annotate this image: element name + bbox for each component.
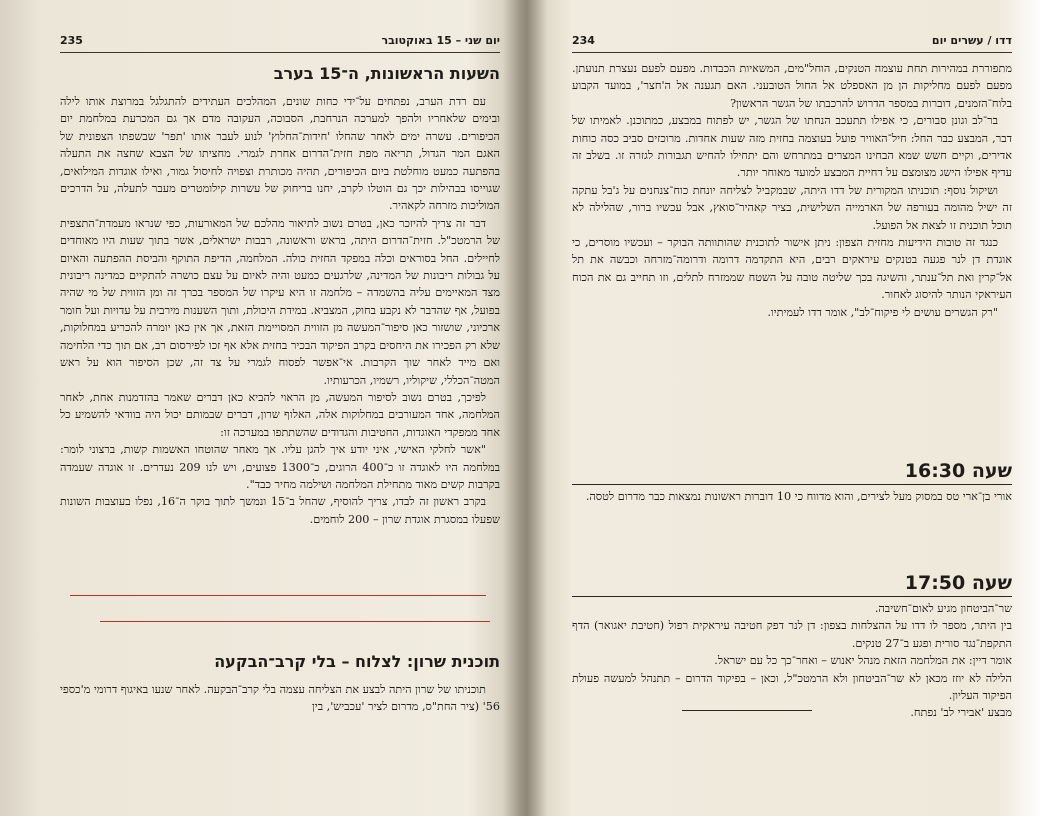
running-head-left <box>60 34 500 53</box>
divider <box>682 710 812 711</box>
page-235 <box>60 20 500 810</box>
running-head-right <box>572 34 1012 53</box>
hour-label: שעה <box>971 572 1012 594</box>
paragraph: בר־לב וגונן סבורים, כי אפילו תתעכב הנחתו של הגשר, יש לפתוח במבצע, כמתוכנן. לאמיתו של דבר, המבצע כבר החל: חיל־האוויר פועל בעוצמה בחזית מזה שעות אחדות. מרוכזים סביב כסה כוחות אדירים, וקיים חשש שמא הבחינו המצרים במתרחש והם יתחילו להחיש תגבורות לגזרה זו. בשלב זה עדיף אפילו הישג מצומצם על דחיית המבצע למועד מאוחר יותר. <box>572 114 1012 180</box>
hour-label: שעה <box>971 460 1012 482</box>
entry-line: מבצע 'אבירי לב' נפתח. <box>910 706 1012 720</box>
entry-1630 <box>572 460 1012 505</box>
quote-paragraph: "אשר לחלקי האישי, איני יודע איך להגן עליו. אך מאחר שהוטחו האשמות קשות, ברצוני לומר: במלחמה היו לאוגדה זו כ־400 הרוגים, כ־1300 פצועים, ויש לנו 209 נעדרים. זו אוגדה שעמדה בקרבות קשים מאוד מתחילת המלחמה ושילמה מחיר כבד". <box>60 443 500 491</box>
continued-text <box>572 60 1012 321</box>
section-title: תוכנית שרון: לצלוח – בלי קרב־הבקעה <box>214 652 500 671</box>
paragraph: עם רדת הערב, נפתחים על־ידי כחות שונים, המהלכים העתידים להתגלגל במרוצת אותו לילה ובימים שלאחריו ולהפך למערכה הנרחבת, הסבוכה, העקובה מדם אך גם המכרעת במלחמת יום הכיפורים. עשרה ימים לאחר שהחלו 'חידות־החלוץ' לנוע לעבר אותו 'תפר' שבשפתו הצפונית של האגם המר הגדול, תריאה מפת חזית־הדרום אחרת לגמרי. מחציתו של הצבא שחצה את התעלה בהפתעה כמעט מוחלטת ביום הכיפורים, תהיה מכותרת וצפויה לחיסול גמור, ואילו אוגדות המילואים, שגוייסו בבהילות יכך גם הוטלו לקרב, יחנו בריחוק של עשרות קילומטרים מעבר לתעלה, על הדרכים המוליכות מזרחה לקאהיר. <box>60 95 500 213</box>
entry-line: הלילה לא יוזז מכאן לא שר־הביטחון ולא הרמטכ"ל, וכאן – בפיקוד הדרום – תתנהל למעשה פעולת הפיקוד העליון. <box>572 671 1012 703</box>
section-first-hours <box>60 64 500 528</box>
section-sharon-plan <box>60 652 500 716</box>
entry-line: אורי בן־ארי טס במסוק מעל לצירים, והוא מדווח כי 10 דוברות ראשונות נמצאות כבר מדרום לטסה. <box>585 490 1012 503</box>
hour-time: 16:30 <box>904 460 966 482</box>
running-title-left: יום שני – 15 באוקטובר <box>381 34 500 47</box>
entry-1750 <box>572 572 1012 722</box>
paragraph: תוכניתו של שרון היתה לבצע את הצליחה עצמה בלי קרב־הבקעה. לאחר שנעו באיגוף דרומי מ'כספי 56' (ציר החת"ס, מדרום לציר 'עכביש', בין <box>60 683 500 714</box>
red-underline <box>100 621 490 622</box>
paragraph: דבר זה צריך להיזכר כאן, בטרם נשוב לתיאור מהלכם של המאורעות, כפי שנראו מעמדת־התצפית של הרמטכ"ל. חזית־הדרום היתה, בראש וראשונה, רבבות ישראלים, אשר בתוך שעות היו מאוחדים לחיילים. החל בסוראים וכלה במפקד החזית כולה. המלחמה, הדיפת התוקף והביסת ההפתעה והאיום על גבולות ריבונות של המדינה, שלרגעים כמעט והיה לאיום על עצם כושרה להתקיים כמדינה ריבונית מצד המאיימים עליה בהשמדה – מלחמה זו היא עיקרו של המספר בכרך זה ומן הזווית של מי שהיה בפועל, אף שהדבר לא נקבע בחוק, המצביא. במידת היכולת, ותוך השענות מירבית על עדויות ועל חומר ארכיוני, שושזור כאן סיפור־המעשה מן הזווית המסויימת הזאת, אך אין כאן יומרה להכריע במחלוקות, שלא רק הפכירו את היחסים בקרב הפיקוד הבכיר בחזית אלא אף זכו לפירסום רב, אם תוך כדי הלחימה ואם מייד לאחר שוך הקרבות. אי־אפשר לפסוח לגמרי על צד זה, שכן הסיפור הוא על ראש המטה־הכללי, שיקוליו, רשמיו, הכרעותיו. <box>60 216 500 387</box>
paragraph: כנגד זה טובות הידיעות מחזית הצפון: ניתן אישור לתוכנית שהותוותה הבוקר – ועכשיו מוסרים, כי אוגדת דן לנר פגעה בטנקים עיראקים רבים, היא התקדמה דרומה ודרומה־מזרחה וכבשה את תל אל־קרין ואת תל־ענתר, והשיגה בכך שליטה טובה על השטח שממזרח לתלים, וזו תחייב גם את הכוח העיראקי הנותר להיסוג לאחור. <box>572 236 1012 302</box>
paragraph: בקרב ראשון זה לבדו, צריך להוסיף, שהחל ב־15 ונמשך לתוך בוקר ה־16, נפלו בעוצבות השונות שפעלו במסגרת אוגדת שרון – 200 לוחמים. <box>60 495 500 526</box>
paragraph: מתפוררת במהירות תחת עוצמה הטנקים, הוחל"מים, המשאיות הכבדות. מפעם לפעם נעצרת תנועתן. מפעם לפעם מחליקות הן מן האספלט אל החול הטובעני. האם תגענה אל ה'חצר', במועד הקבוע בלוח־הזמנים, דוברות במספר הדרוש להרכבתו של הגשר הראשון? <box>572 62 1012 110</box>
paragraph: ושיקול נוסף: תוכניתו המקורית של דדו היתה, שבמקביל לצליחה יונחת כוח־צנחנים על ג'בל עתקה זה ישיל מהומה בעורפה של הארמייה השלישית, בציר קאהיר־סואץ, אבל עכשיו ברור, שהלילה לא תוכל תוכנית זו לצאת אל הפועל. <box>572 183 1012 232</box>
page-number-right: 234 <box>572 34 595 47</box>
book-gutter <box>503 0 547 816</box>
page-234 <box>572 20 1012 810</box>
hour-time: 17:50 <box>904 572 966 594</box>
hour-heading <box>572 572 1012 597</box>
running-title-right: דדו / עשרים יום <box>931 34 1012 47</box>
entry-line: בין היתר, מספר לו דדו על ההצלחות בצפון: דן לנר דפק חטיבה עיראקית רפול (חטיבת יאגואר) הדף התקפת־נגד סורית ופגע ב־27 טנקים. <box>572 619 1012 650</box>
entry-line: אומר דיין: את המלחמה הזאת מנהל יאנוש – ואחר־כך כל עם ישראל. <box>714 654 1012 668</box>
quote-line: "רק הגשרים עושים לי פיקוח־לב", אומר דדו לעמיתיו. <box>767 305 998 319</box>
page-number-left: 235 <box>60 34 83 47</box>
entry-line: שר־הביטחון מגיע לאום־חשיבה. <box>874 602 1012 615</box>
section-title: השעות הראשונות, ה־15 בערב <box>273 64 500 83</box>
hour-heading <box>572 460 1012 485</box>
red-underline <box>70 595 486 596</box>
paragraph: לפיכך, בטרם נשוב לסיפור המעשה, מן הראוי להביא כאן דברים שאמר בהזדמנות אחת, לאחר המלחמה, אחד המעורבים במחלוקות אלה, האלוף שרון, דברים שבמותם יכול היה בוודאי להשמיע כל אחד ממפקדי האוגדות, החטיבות והגדודים שהשתתפו במערכה זו: <box>60 390 500 439</box>
